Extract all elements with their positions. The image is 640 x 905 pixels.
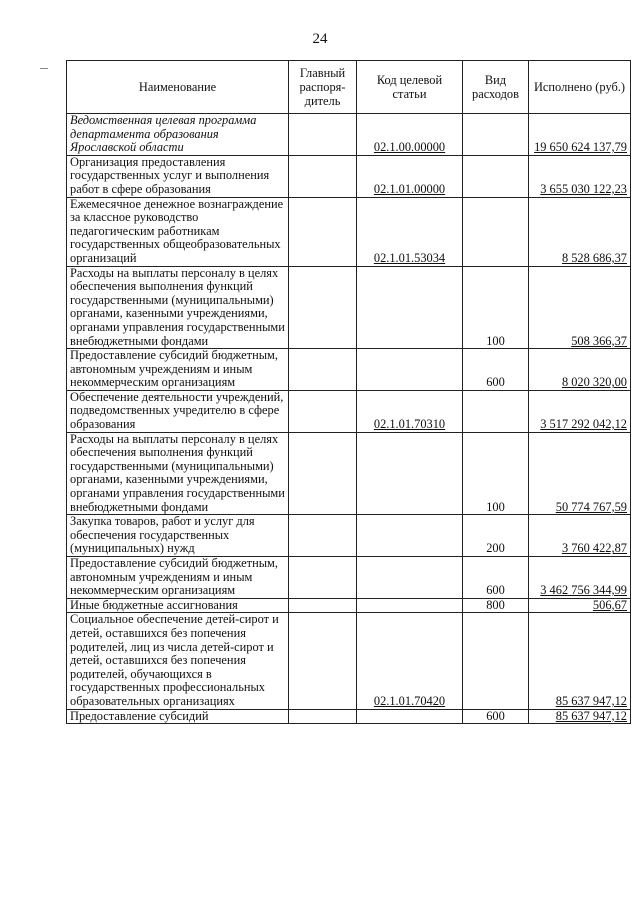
row-code xyxy=(357,598,463,613)
row-vid xyxy=(463,114,529,156)
table-row xyxy=(67,349,631,391)
row-name: Обеспечение деятельности учреждений, подведомственных учредителю в сфере образования xyxy=(67,390,289,432)
row-amount: 508 366,37 xyxy=(529,266,631,349)
row-amount: 3 760 422,87 xyxy=(529,515,631,557)
row-amount: 8 528 686,37 xyxy=(529,197,631,266)
row-code xyxy=(357,515,463,557)
row-amount: 19 650 624 137,79 xyxy=(529,114,631,156)
row-name: Расходы на выплаты персоналу в целях обеспечения выполнения функций государственными (муниципальными) органами, казенными учреждениями, органами управления государственными внебюджетными фондами xyxy=(67,432,289,515)
row-name: Закупка товаров, работ и услуг для обеспечения государственных (муниципальных) нужд xyxy=(67,515,289,557)
row-name: Предоставление субсидий бюджетным, автономным учреждениям и иным некоммерческим организациям xyxy=(67,349,289,391)
table-row xyxy=(67,515,631,557)
row-manager xyxy=(289,557,357,599)
header-code: Код целевой статьи xyxy=(357,61,463,114)
row-vid xyxy=(463,197,529,266)
row-code xyxy=(357,709,463,724)
row-vid: 200 xyxy=(463,515,529,557)
row-manager xyxy=(289,197,357,266)
row-name: Организация предоставления государственных услуг и выполнения работ в сфере образования xyxy=(67,155,289,197)
row-name: Расходы на выплаты персоналу в целях обеспечения выполнения функций государственными (муниципальными) органами, казенными учреждениями, органами управления государственными внебюджетными фондами xyxy=(67,266,289,349)
header-name: Наименование xyxy=(67,61,289,114)
table-row xyxy=(67,114,631,156)
row-manager xyxy=(289,432,357,515)
row-code: 02.1.01.70310 xyxy=(357,390,463,432)
row-manager xyxy=(289,598,357,613)
row-amount: 85 637 947,12 xyxy=(529,709,631,724)
row-manager xyxy=(289,613,357,709)
row-vid xyxy=(463,390,529,432)
row-vid xyxy=(463,155,529,197)
table-row xyxy=(67,613,631,709)
row-amount: 8 020 320,00 xyxy=(529,349,631,391)
row-code xyxy=(357,266,463,349)
row-manager xyxy=(289,709,357,724)
header-vid: Вид расходов xyxy=(463,61,529,114)
row-vid: 600 xyxy=(463,709,529,724)
header-manager: Главный распоря-дитель xyxy=(289,61,357,114)
row-amount: 3 462 756 344,99 xyxy=(529,557,631,599)
row-amount: 85 637 947,12 xyxy=(529,613,631,709)
row-manager xyxy=(289,390,357,432)
row-amount: 3 655 030 122,23 xyxy=(529,155,631,197)
table-row xyxy=(67,557,631,599)
row-name: Предоставление субсидий бюджетным, автономным учреждениям и иным некоммерческим организациям xyxy=(67,557,289,599)
row-name: Предоставление субсидий xyxy=(67,709,289,724)
table-row xyxy=(67,266,631,349)
row-code: 02.1.01.00000 xyxy=(357,155,463,197)
header-amount: Исполнено (руб.) xyxy=(529,61,631,114)
row-code xyxy=(357,432,463,515)
table-header-row xyxy=(67,61,631,114)
row-manager xyxy=(289,515,357,557)
row-code: 02.1.01.53034 xyxy=(357,197,463,266)
row-vid: 100 xyxy=(463,432,529,515)
page-number: 24 xyxy=(312,31,328,47)
table-row xyxy=(67,197,631,266)
row-code xyxy=(357,557,463,599)
row-code xyxy=(357,349,463,391)
row-vid: 600 xyxy=(463,349,529,391)
row-amount: 506,67 xyxy=(529,598,631,613)
row-manager xyxy=(289,266,357,349)
table-row xyxy=(67,598,631,613)
row-amount: 50 774 767,59 xyxy=(529,432,631,515)
row-code: 02.1.01.70420 xyxy=(357,613,463,709)
row-vid: 600 xyxy=(463,557,529,599)
row-name: Ежемесячное денежное вознаграждение за классное руководство педагогическим работникам государственных общеобразовательных организаций xyxy=(67,197,289,266)
row-name: Социальное обеспечение детей-сирот и детей, оставшихся без попечения родителей, лиц из числа детей-сирот и детей, оставшихся без попечения родителей, обучающихся в государственных профессиональных образовательных организациях xyxy=(67,613,289,709)
table-row xyxy=(67,390,631,432)
row-vid xyxy=(463,613,529,709)
row-name: Иные бюджетные ассигнования xyxy=(67,598,289,613)
row-manager xyxy=(289,155,357,197)
row-name: Ведомственная целевая программа департамента образования Ярославской области xyxy=(67,114,289,156)
row-vid: 100 xyxy=(463,266,529,349)
row-amount: 3 517 292 042,12 xyxy=(529,390,631,432)
row-vid: 800 xyxy=(463,598,529,613)
margin-mark xyxy=(40,68,48,69)
row-manager xyxy=(289,114,357,156)
table-row xyxy=(67,432,631,515)
row-manager xyxy=(289,349,357,391)
row-code: 02.1.00.00000 xyxy=(357,114,463,156)
table-row xyxy=(67,155,631,197)
budget-table xyxy=(66,60,631,724)
table-row xyxy=(67,709,631,724)
